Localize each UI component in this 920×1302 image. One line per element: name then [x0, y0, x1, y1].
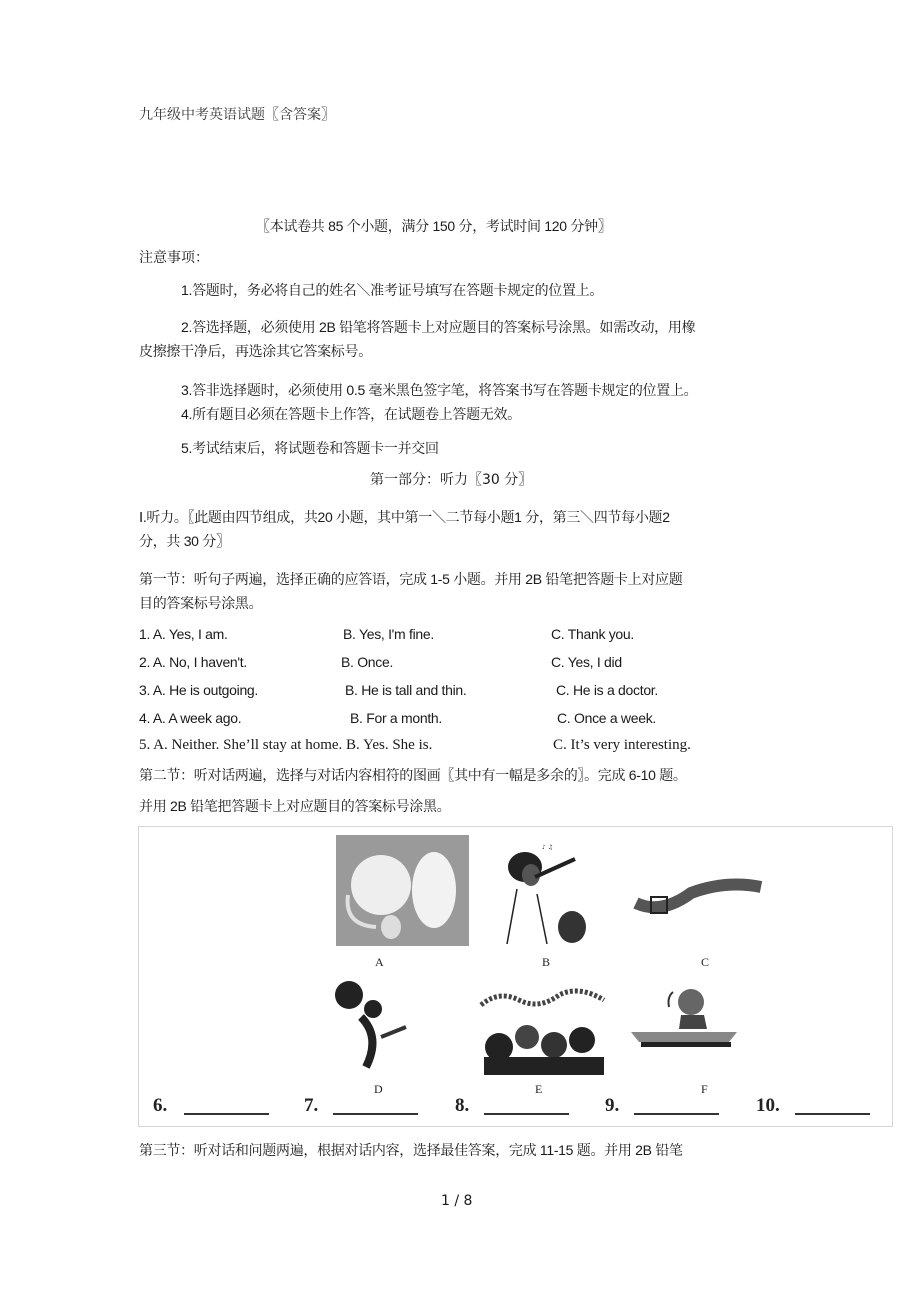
- picture-label-e: E: [535, 1082, 543, 1096]
- blank-label-9: 9.: [605, 1095, 620, 1116]
- picture-a-milk-bread: [336, 835, 469, 946]
- picture-label-a: A: [375, 955, 384, 969]
- listening-intro-2: 分，共 30 分〗: [139, 533, 230, 549]
- answer-blank-8[interactable]: [484, 1113, 569, 1115]
- notice-4: 4.所有题目必须在答题卡上作答，在试题卷上答题无效。: [181, 406, 521, 422]
- notice-2: 2.答选择题，必须使用 2B 铅笔将答题卡上对应题目的答案标号涂黑。如需改动，用橡: [181, 319, 696, 335]
- blank-label-8: 8.: [455, 1095, 470, 1116]
- answer-blank-6[interactable]: [184, 1113, 269, 1115]
- answer-blank-7[interactable]: [333, 1113, 418, 1115]
- picture-b-singer: [497, 839, 600, 947]
- blank-label-10: 10.: [756, 1095, 780, 1116]
- answer-blank-10[interactable]: [795, 1113, 870, 1115]
- question-1-option-c: C. Thank you.: [551, 626, 634, 642]
- picture-label-c: C: [701, 955, 710, 969]
- exam-info: 〖本试卷共 85 个小题，满分 150 分，考试时间 120 分钟〗: [256, 218, 612, 234]
- picture-c-belt: [631, 875, 766, 925]
- question-5-option-c: C. It’s very interesting.: [553, 737, 691, 753]
- question-1-option-b: B. Yes, I'm fine.: [343, 626, 434, 642]
- notice-1: 1.答题时，务必将自己的姓名＼准考证号填写在答题卡规定的位置上。: [181, 282, 604, 298]
- section3-instr-1: 第三节：听对话和问题两遍，根据对话内容，选择最佳答案，完成 11-15 题。并用 2B 铅笔: [139, 1142, 683, 1158]
- question-4-option-b: B. For a month.: [350, 710, 442, 726]
- notice-2-cont: 皮擦擦干净后，再选涂其它答案标号。: [139, 343, 372, 359]
- notice-heading: 注意事项：: [139, 250, 209, 266]
- question-4-option-c: C. Once a week.: [557, 710, 656, 726]
- picture-figure: [138, 826, 893, 1127]
- notice-3: 3.答非选择题时，必须使用 0.5 毫米黑色签字笔，将答案书写在答题卡规定的位置上。: [181, 382, 698, 398]
- question-5-option-ab: 5. A. Neither. She’ll stay at home. B. Yes. She is.: [139, 737, 433, 753]
- blank-label-7: 7.: [304, 1095, 319, 1116]
- blank-label-6: 6.: [153, 1095, 168, 1116]
- question-2-option-c: C. Yes, I did: [551, 654, 622, 670]
- page-number: 1 / 8: [441, 1193, 473, 1209]
- section1-instr-2: 目的答案标号涂黑。: [139, 595, 263, 611]
- picture-label-f: F: [701, 1082, 708, 1096]
- picture-label-d: D: [374, 1082, 383, 1096]
- question-3-option-a: 3. A. He is outgoing.: [139, 682, 259, 698]
- section2-instr-2: 并用 2B 铅笔把答题卡上对应题目的答案标号涂黑。: [139, 798, 451, 814]
- question-1-option-a: 1. A. Yes, I am.: [139, 626, 228, 642]
- answer-blank-9[interactable]: [634, 1113, 719, 1115]
- document-title: 九年级中考英语试题〖含答案〗: [139, 107, 335, 123]
- question-2-option-a: 2. A. No, I haven't.: [139, 654, 247, 670]
- listening-intro-1: Ⅰ.听力。〖此题由四节组成，共20 小题，其中第一＼二节每小题1 分，第三＼四节每小题2: [139, 509, 670, 525]
- question-2-option-b: B. Once.: [341, 654, 394, 670]
- question-3-option-c: C. He is a doctor.: [556, 682, 658, 698]
- svg-text:♪ ♫: ♪ ♫: [542, 844, 554, 851]
- section1-instr-1: 第一节：听句子两遍，选择正确的应答语，完成 1-5 小题。并用 2B 铅笔把答题卡上对应题: [139, 571, 683, 587]
- part-one-heading: 第一部分：听力〖30 分〗: [370, 472, 533, 488]
- picture-f-boy-desk: [629, 977, 739, 1057]
- picture-label-b: B: [542, 955, 551, 969]
- question-3-option-b: B. He is tall and thin.: [345, 682, 467, 698]
- question-4-option-a: 4. A. A week ago.: [139, 710, 242, 726]
- picture-d-mickey-ball: [331, 977, 425, 1072]
- picture-e-children-singing: [479, 985, 609, 1075]
- section2-instr-1: 第二节：听对话两遍，选择与对话内容相符的图画〖其中有一幅是多余的〗。完成 6-10 题。: [139, 767, 687, 783]
- notice-5: 5.考试结束后，将试题卷和答题卡一并交回: [181, 440, 439, 456]
